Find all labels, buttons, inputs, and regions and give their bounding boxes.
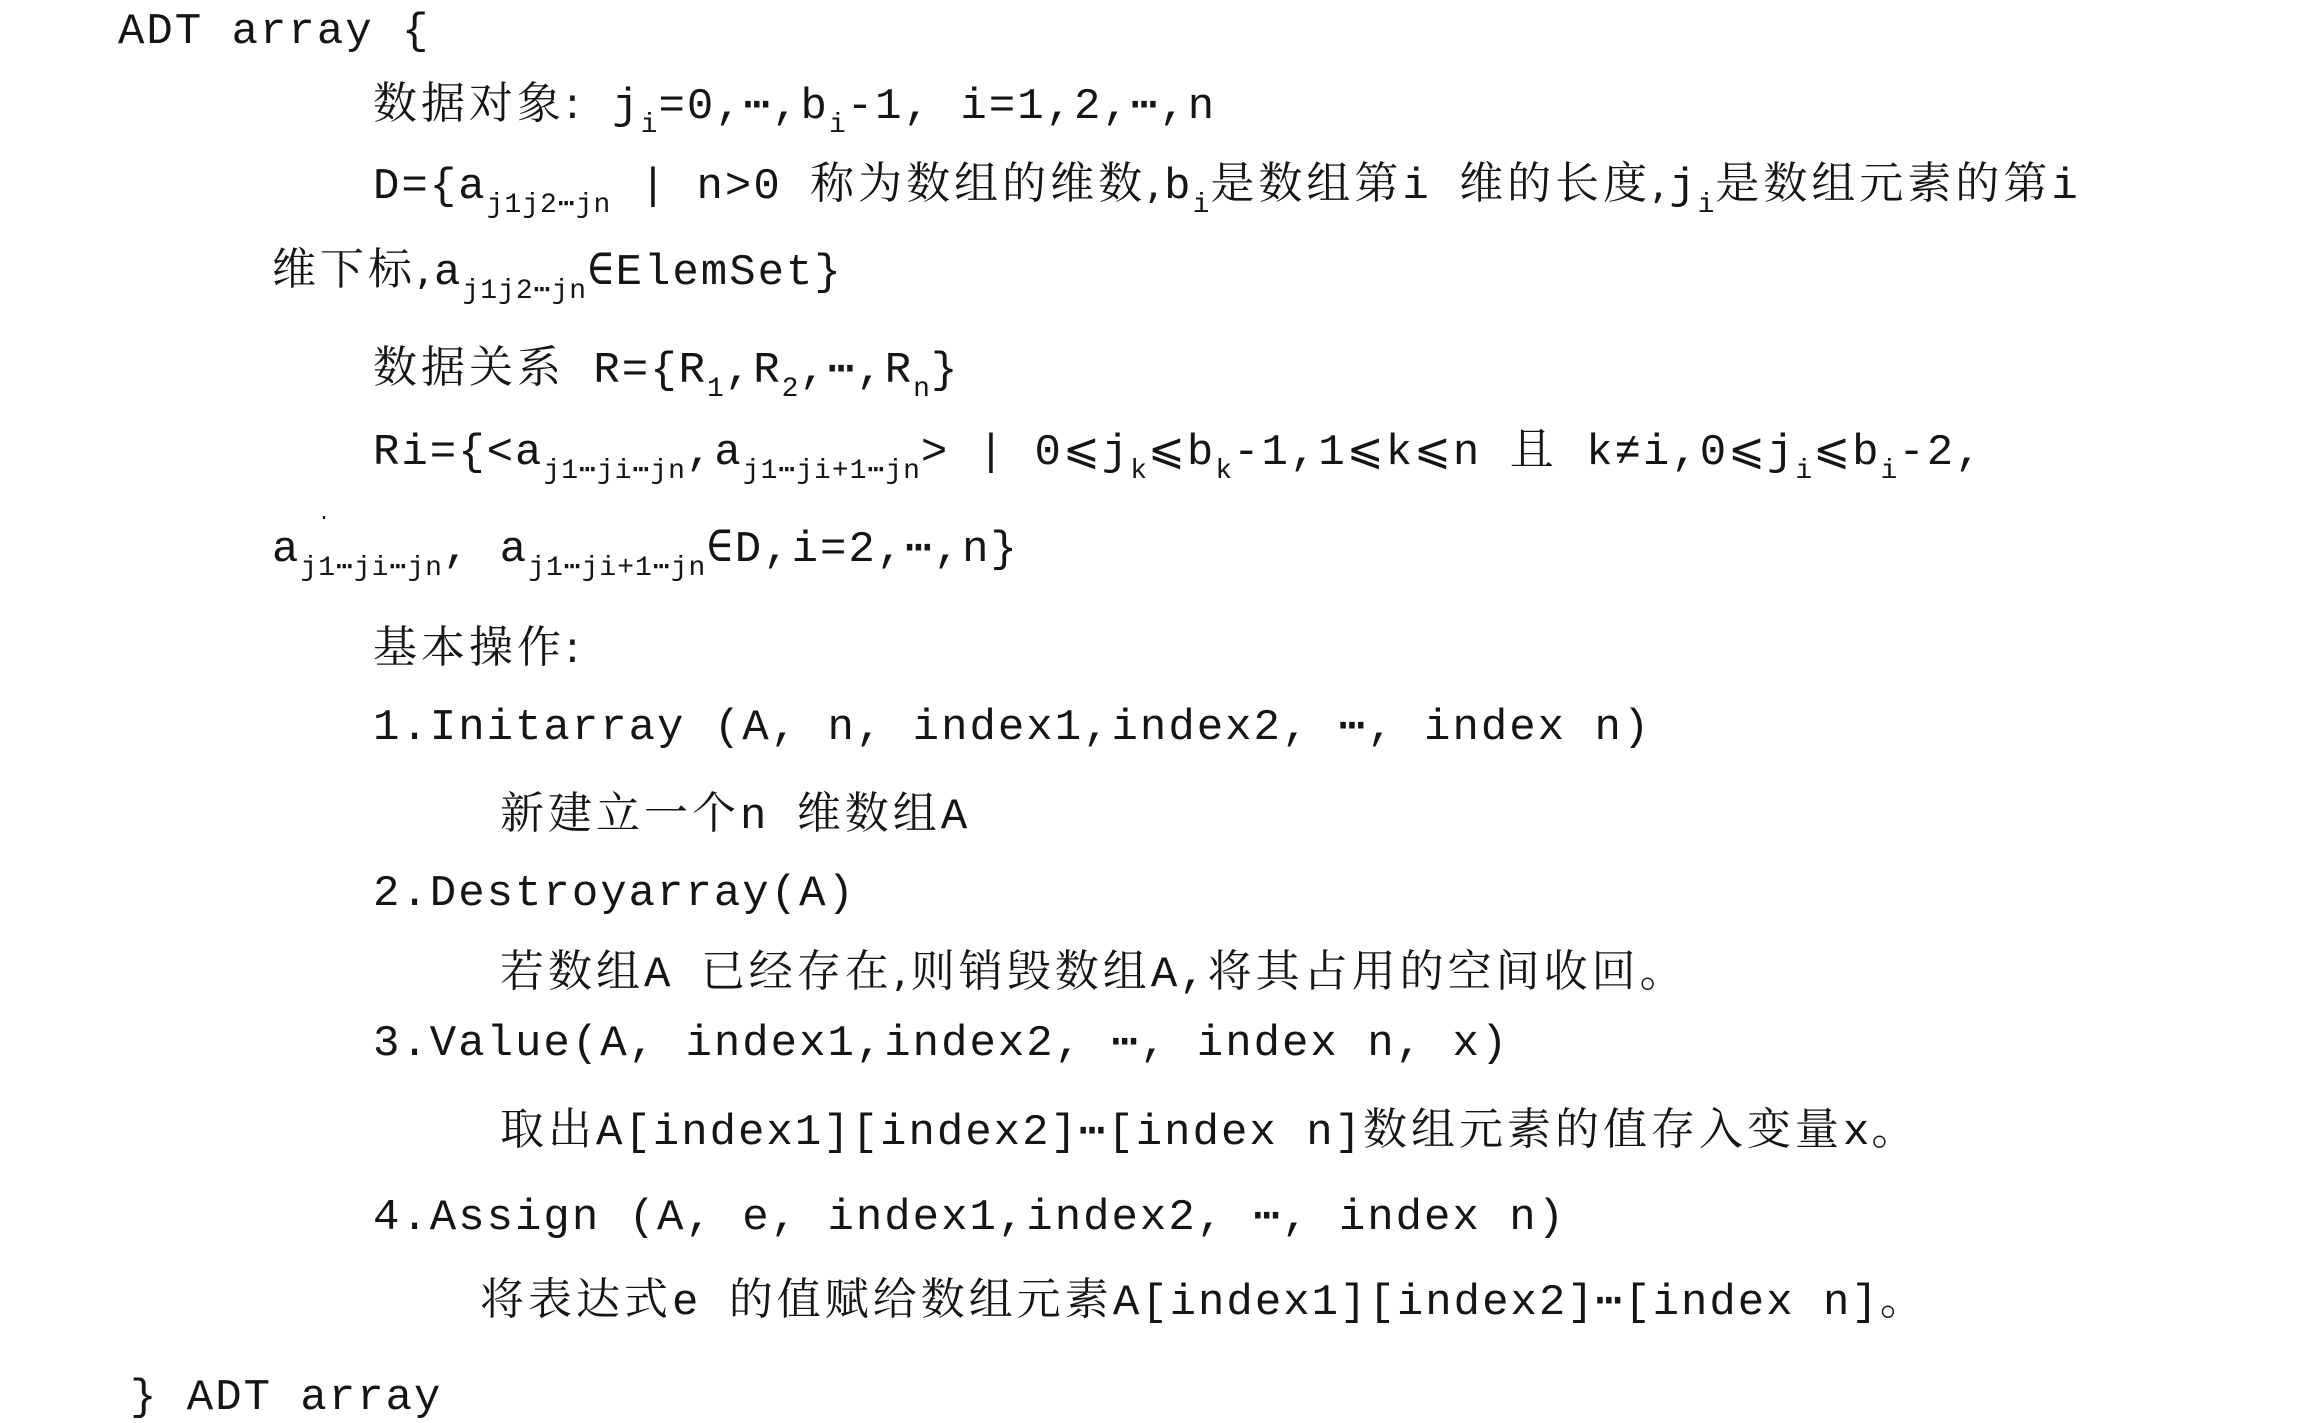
op2-desc-var-2: A,	[1150, 950, 1208, 1000]
index-desc: 是数组元素的第	[1715, 158, 2052, 209]
op1-description	[500, 788, 970, 842]
element-a: a	[434, 248, 463, 298]
ji-subscript: i	[640, 110, 659, 141]
data-object-line	[373, 78, 1217, 141]
op2-desc-c: 将其占用的空间收回。	[1207, 946, 1688, 997]
ri-definition-line	[373, 424, 1984, 487]
op3-desc-a: 取出	[500, 1104, 596, 1155]
r2-sub: 2	[781, 374, 800, 405]
set-open: D={a	[373, 162, 487, 212]
op2-description	[500, 946, 1688, 1000]
ji-sub-2: i	[1697, 190, 1716, 221]
op1-desc-n: n	[740, 792, 769, 842]
ri-cond-6: -2,	[1898, 428, 1984, 478]
adt-header: ADT array {	[118, 7, 431, 57]
op1-signature: 1.Initarray (A, n, index1,index2, ⋯, index n)	[373, 703, 1652, 753]
data-object-label: 数据对象:	[373, 78, 584, 129]
length-desc-1: 是数组第	[1210, 158, 1403, 209]
ri-cond-2: ⩽b	[1148, 428, 1216, 478]
op4-desc-e: e	[672, 1278, 701, 1328]
ri-cont-sub-1: j1⋯ji⋯jn	[300, 553, 443, 584]
ji-sub-3: i	[1795, 456, 1814, 487]
ri-definition-cont	[272, 525, 1019, 584]
ri-open: Ri={<a	[373, 428, 544, 478]
bi-sub-2: i	[1880, 456, 1899, 487]
ri-sub-2: j1⋯ji+1⋯jn	[742, 456, 921, 487]
op3-desc-index: A[index1][index2]⋯[index n]	[596, 1108, 1364, 1158]
range-text: =0,⋯,b	[658, 82, 829, 132]
op2-desc-b: 已经存在,则销毁数组	[700, 946, 1151, 997]
i-symbol-2: i	[2051, 162, 2080, 212]
r-close: }	[930, 346, 960, 396]
ri-cont-sub-2: j1⋯ji+1⋯jn	[528, 553, 707, 584]
op4-description	[480, 1274, 1926, 1328]
subscript-desc: 维下标,	[272, 244, 434, 295]
r1-sub: 1	[707, 374, 725, 405]
dimension-condition: | n>0	[611, 162, 782, 212]
op2-desc-a: 若数组	[500, 946, 644, 997]
element-a-sub: j1j2⋯jn	[462, 276, 588, 307]
elemset-text: ∈ElemSet}	[587, 248, 843, 298]
length-desc-2: 维的长度,	[1459, 158, 1670, 209]
relation-line	[373, 342, 960, 405]
op4-desc-index: A[index1][index2]⋯[index n]。	[1112, 1278, 1926, 1328]
rn-text: ,⋯,R	[799, 346, 914, 396]
data-set-line	[373, 158, 2080, 221]
ri-cont-a: a	[272, 525, 301, 575]
op3-description	[500, 1104, 1918, 1158]
bi-subscript: i	[828, 110, 847, 141]
ri-cont-tail: ∈D,i=2,⋯,n}	[706, 525, 1019, 575]
data-set-line-cont	[272, 244, 843, 307]
ri-cont-comma: , a	[442, 525, 529, 575]
op4-desc-b: 的值赋给数组元素	[728, 1274, 1113, 1325]
op2-signature: 2.Destroyarray(A)	[373, 869, 856, 919]
bi-sub: i	[1192, 190, 1211, 221]
range-tail: -1, i=1,2,⋯,n	[846, 82, 1217, 132]
adt-footer: } ADT array	[130, 1373, 443, 1423]
basic-ops-heading: 基本操作:	[373, 622, 584, 673]
ji-symbol: j	[612, 82, 641, 132]
bk-sub: k	[1215, 456, 1234, 487]
ri-comma: ,a	[685, 428, 743, 478]
op1-desc-b: 维数组	[796, 788, 941, 839]
dimension-desc: 称为数组的维数,	[810, 158, 1165, 209]
op1-desc-a-var: A	[940, 792, 970, 842]
element-subscript: j1j2⋯jn	[486, 190, 612, 221]
r-open: R={R	[593, 346, 708, 396]
stray-mark: ·	[318, 507, 331, 530]
r2-text: ,R	[724, 346, 782, 396]
i-symbol-1: i	[1402, 162, 1431, 212]
ri-cond-3: -1,1⩽k⩽n	[1233, 428, 1482, 478]
op4-signature: 4.Assign (A, e, index1,index2, ⋯, index n)	[373, 1193, 1567, 1243]
op1-desc-a: 新建立一个	[500, 788, 740, 839]
ri-sub-1: j1⋯ji⋯jn	[543, 456, 686, 487]
jk-sub: k	[1130, 456, 1149, 487]
op3-desc-x: x。	[1843, 1108, 1918, 1158]
op3-desc-b: 数组元素的值存入变量	[1363, 1104, 1844, 1155]
relation-label: 数据关系	[373, 342, 565, 393]
ji-symbol-2: j	[1669, 162, 1698, 212]
op4-desc-a: 将表达式	[480, 1274, 672, 1325]
op3-signature: 3.Value(A, index1,index2, ⋯, index n, x)	[373, 1019, 1510, 1069]
ri-cond-4: k≠i,0⩽j	[1586, 428, 1796, 478]
bi-symbol: b	[1164, 162, 1193, 212]
ri-cond-5: ⩽b	[1813, 428, 1881, 478]
ri-cond-1: > | 0⩽j	[920, 428, 1131, 478]
and-word: 且	[1509, 424, 1558, 475]
rn-sub: n	[913, 374, 931, 405]
op2-desc-var: A	[644, 950, 673, 1000]
